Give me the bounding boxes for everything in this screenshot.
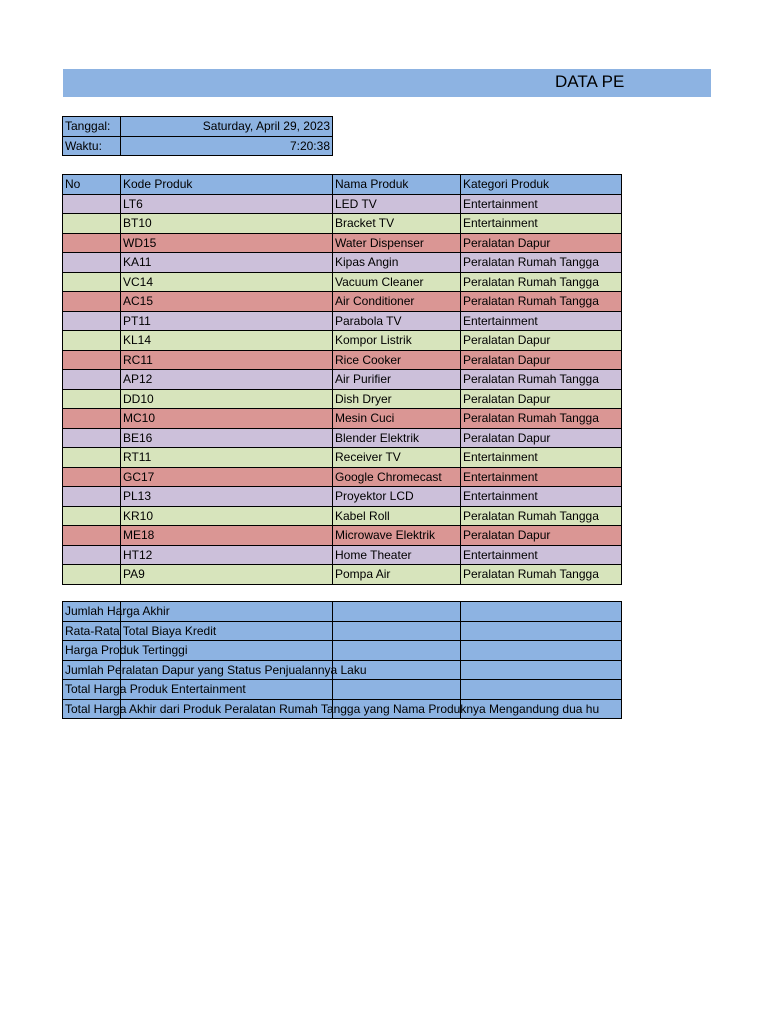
cell-kategori-produk[interactable]: Peralatan Rumah Tangga	[461, 253, 622, 273]
cell-nama-produk[interactable]: Proyektor LCD	[333, 487, 461, 507]
summary-label: Harga Produk Tertinggi	[65, 643, 188, 657]
cell-nama-produk[interactable]: Bracket TV	[333, 214, 461, 234]
cell-nama-produk[interactable]: Air Conditioner	[333, 292, 461, 312]
time-row	[63, 136, 333, 156]
summary-empty-cell[interactable]	[333, 621, 461, 641]
cell-kode-produk[interactable]: PA9	[121, 565, 333, 585]
header-nama-produk[interactable]: Nama Produk	[333, 175, 461, 195]
cell-no[interactable]	[63, 487, 121, 507]
summary-table-body	[63, 602, 622, 719]
cell-kode-produk[interactable]: GC17	[121, 467, 333, 487]
table-row	[63, 331, 622, 351]
summary-empty-cell[interactable]	[461, 680, 622, 700]
cell-nama-produk[interactable]: Google Chromecast	[333, 467, 461, 487]
cell-nama-produk[interactable]: Air Purifier	[333, 370, 461, 390]
summary-label: Jumlah Harga Akhir	[65, 604, 170, 618]
cell-nama-produk[interactable]: Dish Dryer	[333, 389, 461, 409]
cell-no[interactable]	[63, 253, 121, 273]
cell-no[interactable]	[63, 233, 121, 253]
cell-kode-produk[interactable]: BT10	[121, 214, 333, 234]
table-row	[63, 506, 622, 526]
summary-row	[63, 602, 622, 622]
summary-row	[63, 699, 622, 719]
table-row	[63, 370, 622, 390]
summary-row	[63, 680, 622, 700]
cell-kategori-produk[interactable]: Peralatan Dapur	[461, 428, 622, 448]
cell-kategori-produk[interactable]: Entertainment	[461, 487, 622, 507]
summary-label-cell[interactable]	[63, 680, 246, 700]
cell-kode-produk[interactable]: RT11	[121, 448, 333, 468]
table-row	[63, 311, 622, 331]
cell-nama-produk[interactable]: Water Dispenser	[333, 233, 461, 253]
cell-no[interactable]	[63, 272, 121, 292]
summary-empty-cell[interactable]	[333, 680, 461, 700]
cell-kategori-produk[interactable]: Entertainment	[461, 467, 622, 487]
cell-kategori-produk[interactable]: Entertainment	[461, 545, 622, 565]
cell-kategori-produk[interactable]: Entertainment	[461, 194, 622, 214]
cell-kode-produk[interactable]: BE16	[121, 428, 333, 448]
cell-no[interactable]	[63, 331, 121, 351]
cell-nama-produk[interactable]: LED TV	[333, 194, 461, 214]
cell-kategori-produk[interactable]: Peralatan Rumah Tangga	[461, 272, 622, 292]
cell-no[interactable]	[63, 506, 121, 526]
table-row	[63, 467, 622, 487]
summary-label-cell[interactable]	[63, 621, 217, 641]
table-row	[63, 350, 622, 370]
time-label[interactable]: Waktu:	[63, 136, 121, 156]
cell-no[interactable]	[63, 448, 121, 468]
cell-nama-produk[interactable]: Vacuum Cleaner	[333, 272, 461, 292]
cell-kategori-produk[interactable]: Peralatan Rumah Tangga	[461, 409, 622, 429]
cell-nama-produk[interactable]: Pompa Air	[333, 565, 461, 585]
cell-nama-produk[interactable]: Rice Cooker	[333, 350, 461, 370]
cell-kode-produk[interactable]: PT11	[121, 311, 333, 331]
date-time-table	[62, 116, 333, 156]
cell-no[interactable]	[63, 370, 121, 390]
cell-kode-produk[interactable]: RC11	[121, 350, 333, 370]
summary-label-cell[interactable]	[63, 602, 170, 622]
header-no[interactable]: No	[63, 175, 121, 195]
summary-table	[62, 601, 622, 719]
cell-kode-produk[interactable]: KA11	[121, 253, 333, 273]
cell-nama-produk[interactable]: Home Theater	[333, 545, 461, 565]
table-row	[63, 194, 622, 214]
summary-empty-cell[interactable]	[461, 660, 622, 680]
cell-kategori-produk[interactable]: Peralatan Rumah Tangga	[461, 370, 622, 390]
table-row	[63, 214, 622, 234]
summary-label-cell[interactable]	[63, 660, 367, 680]
summary-empty-cell[interactable]	[461, 641, 622, 661]
table-row	[63, 545, 622, 565]
cell-nama-produk[interactable]: Parabola TV	[333, 311, 461, 331]
cell-nama-produk[interactable]: Blender Elektrik	[333, 428, 461, 448]
summary-label-cell[interactable]	[63, 641, 188, 661]
table-row	[63, 565, 622, 585]
cell-kategori-produk[interactable]: Peralatan Dapur	[461, 389, 622, 409]
summary-row	[63, 621, 622, 641]
cell-no[interactable]	[63, 565, 121, 585]
cell-kode-produk[interactable]: KR10	[121, 506, 333, 526]
cell-no[interactable]	[63, 311, 121, 331]
table-row	[63, 409, 622, 429]
cell-nama-produk[interactable]: Mesin Cuci	[333, 409, 461, 429]
cell-nama-produk[interactable]: Kabel Roll	[333, 506, 461, 526]
summary-empty-cell[interactable]	[461, 602, 622, 622]
date-value[interactable]: Saturday, April 29, 2023	[121, 117, 333, 137]
summary-row	[63, 660, 622, 680]
table-row	[63, 448, 622, 468]
cell-kode-produk[interactable]: ME18	[121, 526, 333, 546]
cell-kategori-produk[interactable]: Entertainment	[461, 311, 622, 331]
product-table	[62, 174, 622, 585]
cell-kode-produk[interactable]: HT12	[121, 545, 333, 565]
cell-kategori-produk[interactable]: Peralatan Dapur	[461, 331, 622, 351]
cell-no[interactable]	[63, 467, 121, 487]
cell-kode-produk[interactable]: PL13	[121, 487, 333, 507]
cell-no[interactable]	[63, 194, 121, 214]
table-row	[63, 292, 622, 312]
title-bar	[63, 69, 711, 97]
table-row	[63, 428, 622, 448]
page-title: DATA PE	[555, 72, 625, 91]
cell-kategori-produk[interactable]: Peralatan Dapur	[461, 350, 622, 370]
cell-kategori-produk[interactable]: Peralatan Dapur	[461, 526, 622, 546]
cell-kategori-produk[interactable]: Peralatan Rumah Tangga	[461, 292, 622, 312]
cell-kategori-produk[interactable]: Peralatan Dapur	[461, 233, 622, 253]
header-kategori-produk[interactable]: Kategori Produk	[461, 175, 622, 195]
cell-no[interactable]	[63, 292, 121, 312]
cell-kode-produk[interactable]: DD10	[121, 389, 333, 409]
cell-kategori-produk[interactable]: Entertainment	[461, 448, 622, 468]
cell-no[interactable]	[63, 428, 121, 448]
product-table-body	[63, 175, 622, 585]
cell-nama-produk[interactable]: Kompor Listrik	[333, 331, 461, 351]
date-row	[63, 117, 333, 137]
cell-no[interactable]	[63, 526, 121, 546]
table-row	[63, 526, 622, 546]
cell-no[interactable]	[63, 389, 121, 409]
summary-label: Jumlah Peralatan Dapur yang Status Penjualannya Laku	[65, 662, 367, 677]
summary-label: Total Harga Akhir dari Produk Peralatan Rumah Tangga yang Nama Produknya Mengandung dua hu	[65, 701, 600, 716]
cell-kode-produk[interactable]: LT6	[121, 194, 333, 214]
cell-nama-produk[interactable]: Receiver TV	[333, 448, 461, 468]
summary-label: Total Harga Produk Entertainment	[65, 682, 246, 696]
summary-label-cell[interactable]	[63, 699, 600, 719]
table-row	[63, 389, 622, 409]
summary-empty-cell[interactable]	[461, 621, 622, 641]
summary-row	[63, 641, 622, 661]
table-row	[63, 233, 622, 253]
table-row	[63, 253, 622, 273]
cell-kategori-produk[interactable]: Entertainment	[461, 214, 622, 234]
table-header-row	[63, 175, 622, 195]
cell-kode-produk[interactable]: AC15	[121, 292, 333, 312]
cell-kode-produk[interactable]: MC10	[121, 409, 333, 429]
date-label[interactable]: Tanggal:	[63, 117, 121, 137]
cell-no[interactable]	[63, 409, 121, 429]
cell-no[interactable]	[63, 214, 121, 234]
cell-kode-produk[interactable]: KL14	[121, 331, 333, 351]
cell-no[interactable]	[63, 350, 121, 370]
summary-empty-cell[interactable]	[333, 602, 461, 622]
cell-kategori-produk[interactable]: Peralatan Rumah Tangga	[461, 565, 622, 585]
cell-kode-produk[interactable]: AP12	[121, 370, 333, 390]
cell-no[interactable]	[63, 545, 121, 565]
summary-label: Rata-Rata Total Biaya Kredit	[65, 623, 217, 638]
header-kode-produk[interactable]: Kode Produk	[121, 175, 333, 195]
cell-nama-produk[interactable]: Microwave Elektrik	[333, 526, 461, 546]
time-value[interactable]: 7:20:38	[121, 136, 333, 156]
table-row	[63, 272, 622, 292]
cell-kategori-produk[interactable]: Peralatan Rumah Tangga	[461, 506, 622, 526]
summary-empty-cell[interactable]	[333, 641, 461, 661]
table-row	[63, 487, 622, 507]
cell-nama-produk[interactable]: Kipas Angin	[333, 253, 461, 273]
cell-kode-produk[interactable]: VC14	[121, 272, 333, 292]
cell-kode-produk[interactable]: WD15	[121, 233, 333, 253]
